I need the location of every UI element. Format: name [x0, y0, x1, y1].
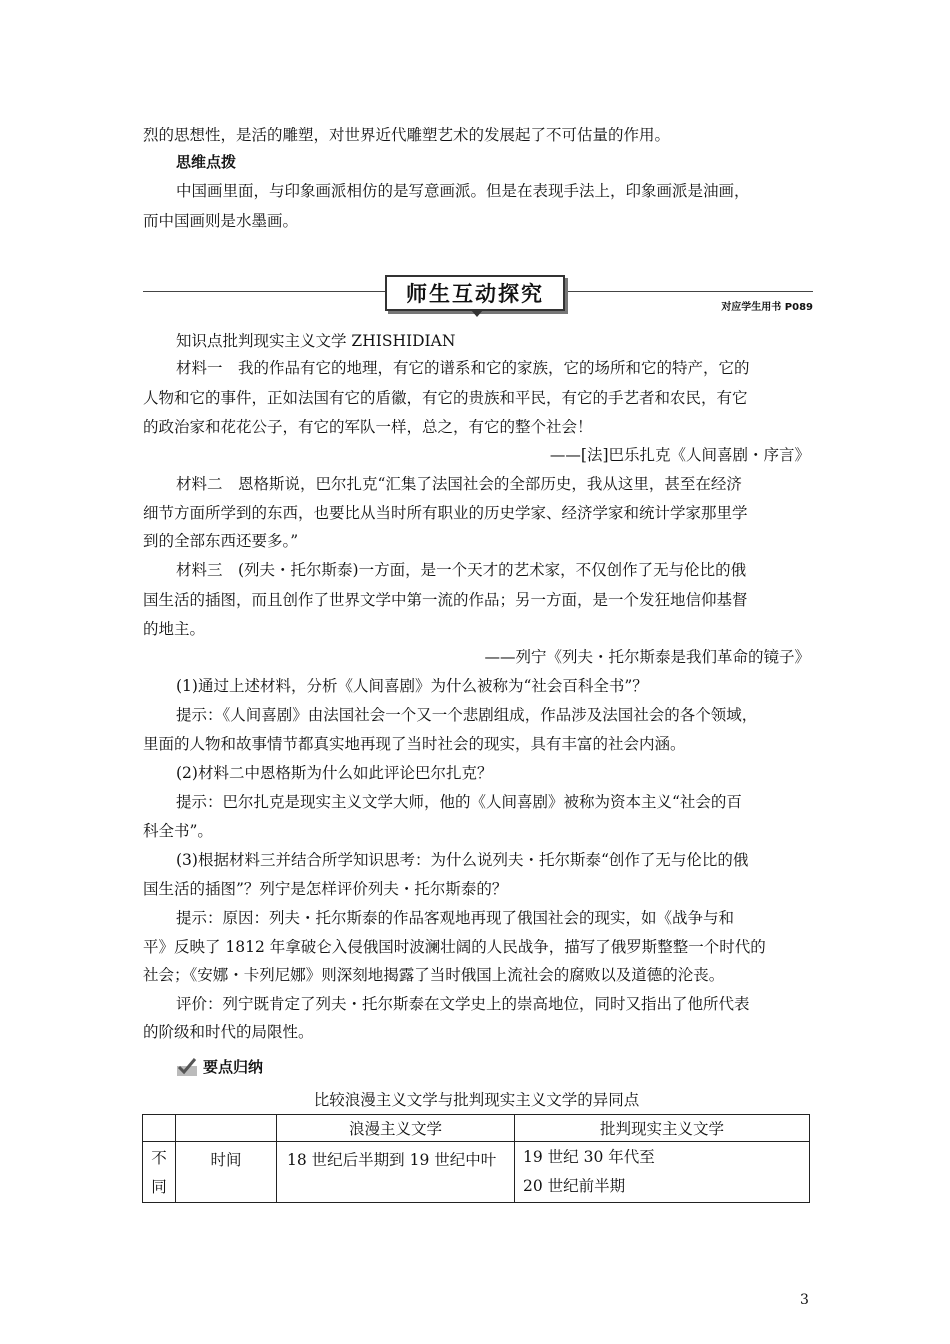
answer-3-line-4: 评价：列宁既肯定了列夫・托尔斯泰在文学史上的崇高地位，同时又指出了他所代表: [176, 995, 750, 1013]
intro-line-3: 而中国画则是水墨画。: [143, 212, 299, 230]
banner-pointer-icon: [471, 310, 483, 317]
material3-line-2: 国生活的插图，而且创作了世界文学中第一流的作品；另一方面，是一个发狂地信仰基督: [143, 591, 748, 609]
material2-line-1: 材料二 恩格斯说，巴尔扎克“汇集了法国社会的全部历史，我从这里，甚至在经济: [176, 475, 742, 493]
material3-line-3: 的地主。: [143, 620, 206, 638]
answer-2-line-1: 提示：巴尔扎克是现实主义文学大师，他的《人间喜剧》被称为资本主义“社会的百: [176, 793, 742, 811]
table-realist-line: 19 世纪 30 年代至: [523, 1148, 655, 1166]
answer-1-line-1: 提示：《人间喜剧》由法国社会一个又一个悲剧组成，作品涉及法国社会的各个领域，: [176, 706, 758, 724]
answer-2-line-2: 科全书”。: [143, 822, 213, 840]
question-3-line-1: (3)根据材料三并结合所学知识思考：为什么说列夫・托尔斯泰“创作了无与伦比的俄: [176, 851, 749, 869]
table-realist-line: 20 世纪前半期: [523, 1177, 626, 1195]
answer-1-line-2: 里面的人物和故事情节都真实地再现了当时社会的现实，具有丰富的社会内涵。: [143, 735, 686, 753]
banner-title: 师生互动探究: [385, 275, 565, 311]
table-caption: 比较浪漫主义文学与批判现实主义文学的异同点: [313, 1091, 640, 1109]
table-header-cell: [176, 1115, 277, 1142]
answer-3-line-5: 的阶级和时代的局限性。: [143, 1023, 314, 1041]
table-row: [143, 1142, 810, 1203]
banner-rule-right: [567, 291, 813, 292]
question-2: (2)材料二中恩格斯为什么如此评论巴尔扎克？: [176, 764, 493, 782]
section-banner: [143, 272, 813, 318]
material3-line-1: 材料三 (列夫・托尔斯泰)一方面，是一个天才的艺术家，不仅创作了无与伦比的俄: [176, 561, 747, 579]
intro-line-1: 烈的思想性，是活的雕塑，对世界近代雕塑艺术的发展起了不可估量的作用。: [143, 126, 671, 144]
key-points-label: 要点归纳: [203, 1058, 264, 1076]
material1-line-2: 人物和它的事件，正如法国有它的盾徽，有它的贵族和平民，有它的手艺者和农民，有它: [143, 389, 748, 407]
material1-line-1: 材料一 我的作品有它的地理，有它的谱系和它的家族，它的场所和它的特产，它的: [176, 359, 750, 377]
question-3-line-2: 国生活的插图”？列宁是怎样评价列夫・托尔斯泰的？: [143, 880, 508, 898]
table-romantic-cell: 18 世纪后半期到 19 世纪中叶: [277, 1142, 515, 1203]
answer-3-line-2: 平》反映了 1812 年拿破仑入侵俄国时波澜壮阔的人民战争，描写了俄罗斯整整一个时代的: [143, 938, 766, 956]
table-header-realist: 批判现实主义文学: [515, 1115, 810, 1142]
table-header-cell: [143, 1115, 176, 1142]
question-1: (1)通过上述材料，分析《人间喜剧》为什么被称为“社会百科全书”？: [176, 677, 648, 695]
table-realist-cell: [515, 1142, 810, 1203]
page-number: 3: [800, 1292, 809, 1308]
table-group-cell: [143, 1142, 176, 1203]
material2-line-3: 到的全部东西还要多。”: [143, 532, 299, 550]
material2-line-2: 细节方面所学到的东西，也要比从当时所有职业的历史学家、经济学家和统计学家那里学: [143, 504, 748, 522]
section-heading-thinking: 思维点拨: [176, 153, 237, 171]
intro-line-2: 中国画里面，与印象画派相仿的是写意画派。但是在表现手法上，印象画派是油画，: [176, 182, 750, 200]
table-group-label: 同: [151, 1178, 167, 1196]
banner-rule-left: [143, 291, 385, 292]
table-header-row: [143, 1115, 810, 1142]
checkmark-icon: [177, 1058, 197, 1076]
material1-source: ——[法]巴乐扎克《人间喜剧・序言》: [549, 446, 810, 464]
answer-3-line-1: 提示：原因：列夫・托尔斯泰的作品客观地再现了俄国社会的现实，如《战争与和: [176, 909, 735, 927]
material3-source: ——列宁《列夫・托尔斯泰是我们革命的镜子》: [484, 648, 810, 666]
answer-3-line-3: 社会；《安娜・卡列尼娜》则深刻地揭露了当时俄国上流社会的腐败以及道德的沦丧。: [143, 966, 725, 984]
table-aspect-cell: 时间: [176, 1142, 277, 1203]
table-group-label: 不: [151, 1149, 167, 1167]
banner-reference: 对应学生用书 P089: [721, 302, 813, 313]
key-points-heading: [177, 1056, 263, 1077]
knowledge-point-title: 知识点批判现实主义文学 ZHISHIDIAN: [176, 332, 456, 350]
table-header-romantic: 浪漫主义文学: [277, 1115, 515, 1142]
comparison-table: [142, 1114, 810, 1203]
material1-line-3: 的政治家和花花公子，有它的军队一样，总之，有它的整个社会！: [143, 418, 593, 436]
